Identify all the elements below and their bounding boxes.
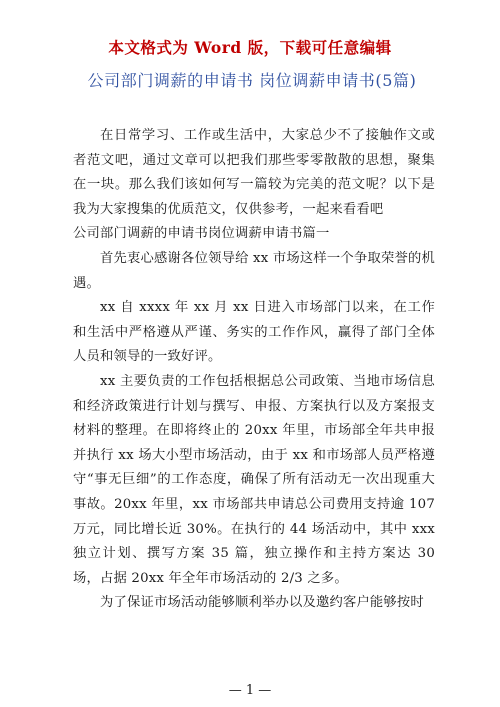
document-banner: 本文格式为 Word 版，下载可任意编辑 [108, 38, 392, 57]
document-body [73, 124, 435, 616]
page-number: — 1 — [228, 683, 272, 698]
paragraph: xx 主要负责的工作包括根据总公司政策、当地市场信息和经济政策进行计划与撰写、申报、方案执行以及方案报支材料的整理。在即将终止的 20xx 年里，市场部全年共申报并执行 xx 场大小型市场活动，由于 xx 和市场部人员严格遵守“事无巨细”的工作态度，确保了所有活动无一次出现重大事故。20xx 年里，xx 市场部共申请总公司费用支持逾 107 万元，同比增长近 30%。在执行的 44 场活动中，其中 xxx 独立计划、撰写方案 35 篇，独立操作和主持方案达 30 场，占据 20xx 年全年市场活动的 2/3 之多。 [73, 373, 435, 586]
paragraph: 在日常学习、工作或生活中，大家总少不了接触作文或者范文吧，通过文章可以把我们那些零零散散的思想，聚集在一块。那么我们该如何写一篇较为完美的范文呢？以下是我为大家搜集的优质范文，仅供参考，一起来看看吧 [73, 128, 435, 217]
document-title: 公司部门调薪的申请书 岗位调薪申请书(5篇) [87, 71, 417, 90]
paragraph: 首先衷心感谢各位领导给 xx 市场这样一个争取荣誉的机遇。 [73, 250, 435, 291]
paragraph: 为了保证市场活动能够顺利举办以及邀约客户能够按时 [100, 595, 424, 611]
paragraph: 公司部门调薪的申请书岗位调薪申请书篇一 [73, 226, 330, 242]
paragraph: xx 自 xxxx 年 xx 月 xx 日进入市场部门以来，在工作和生活中严格遵从严谨、务实的工作作风，赢得了部门全体人员和领导的一致好评。 [73, 300, 435, 365]
